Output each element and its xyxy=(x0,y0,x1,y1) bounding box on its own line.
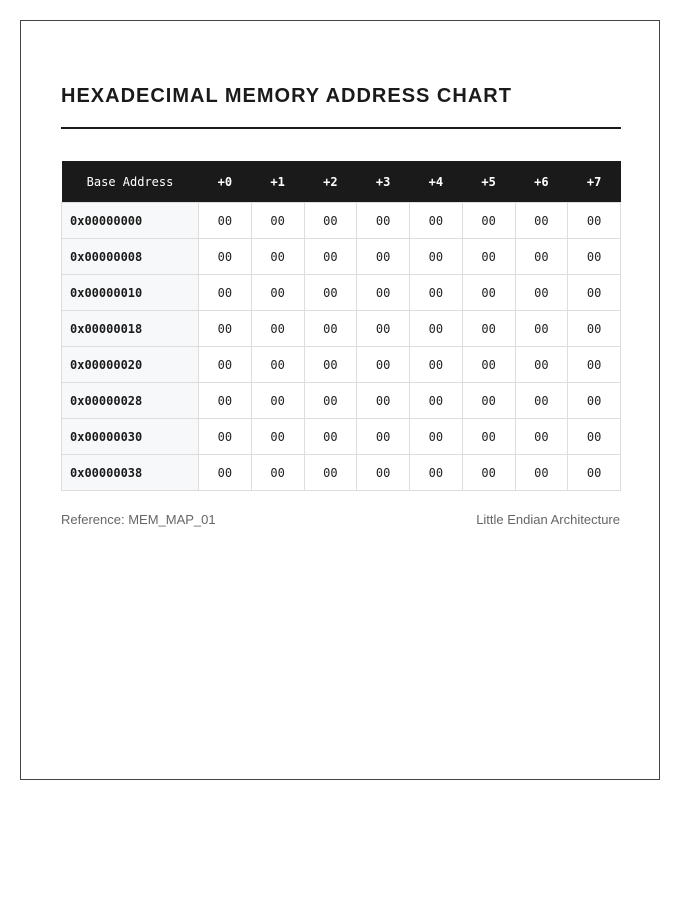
memory-table xyxy=(61,161,621,491)
byte-cell: 00 xyxy=(199,455,252,491)
column-header-offset-2: +2 xyxy=(304,161,357,203)
byte-cell: 00 xyxy=(410,275,463,311)
byte-cell: 00 xyxy=(515,203,568,239)
table-row xyxy=(62,311,621,347)
byte-cell: 00 xyxy=(357,383,410,419)
byte-cell: 00 xyxy=(462,383,515,419)
column-header-offset-0: +0 xyxy=(199,161,252,203)
byte-cell: 00 xyxy=(462,455,515,491)
byte-cell: 00 xyxy=(462,311,515,347)
architecture-label: Little Endian Architecture xyxy=(476,512,620,527)
table-body xyxy=(62,203,621,491)
table-row xyxy=(62,239,621,275)
byte-cell: 00 xyxy=(304,419,357,455)
byte-cell: 00 xyxy=(251,383,304,419)
address-cell: 0x00000038 xyxy=(62,455,199,491)
byte-cell: 00 xyxy=(199,419,252,455)
byte-cell: 00 xyxy=(357,275,410,311)
byte-cell: 00 xyxy=(357,311,410,347)
byte-cell: 00 xyxy=(251,239,304,275)
byte-cell: 00 xyxy=(410,347,463,383)
column-header-offset-4: +4 xyxy=(410,161,463,203)
byte-cell: 00 xyxy=(199,347,252,383)
byte-cell: 00 xyxy=(304,203,357,239)
table-row xyxy=(62,419,621,455)
byte-cell: 00 xyxy=(357,455,410,491)
byte-cell: 00 xyxy=(568,239,621,275)
address-cell: 0x00000000 xyxy=(62,203,199,239)
address-cell: 0x00000028 xyxy=(62,383,199,419)
table-row xyxy=(62,383,621,419)
column-header-offset-1: +1 xyxy=(251,161,304,203)
byte-cell: 00 xyxy=(199,203,252,239)
byte-cell: 00 xyxy=(199,383,252,419)
byte-cell: 00 xyxy=(515,275,568,311)
table-row xyxy=(62,455,621,491)
byte-cell: 00 xyxy=(515,311,568,347)
byte-cell: 00 xyxy=(568,455,621,491)
byte-cell: 00 xyxy=(515,383,568,419)
byte-cell: 00 xyxy=(410,383,463,419)
table-row xyxy=(62,347,621,383)
byte-cell: 00 xyxy=(304,275,357,311)
byte-cell: 00 xyxy=(410,239,463,275)
byte-cell: 00 xyxy=(568,275,621,311)
byte-cell: 00 xyxy=(462,347,515,383)
table-row xyxy=(62,275,621,311)
byte-cell: 00 xyxy=(251,275,304,311)
column-header-offset-5: +5 xyxy=(462,161,515,203)
byte-cell: 00 xyxy=(515,419,568,455)
byte-cell: 00 xyxy=(462,275,515,311)
byte-cell: 00 xyxy=(515,347,568,383)
byte-cell: 00 xyxy=(304,311,357,347)
byte-cell: 00 xyxy=(357,347,410,383)
column-header-offset-7: +7 xyxy=(568,161,621,203)
document-page xyxy=(20,20,660,780)
byte-cell: 00 xyxy=(251,419,304,455)
byte-cell: 00 xyxy=(410,419,463,455)
address-cell: 0x00000030 xyxy=(62,419,199,455)
byte-cell: 00 xyxy=(251,203,304,239)
address-cell: 0x00000010 xyxy=(62,275,199,311)
address-cell: 0x00000008 xyxy=(62,239,199,275)
reference-label: Reference: MEM_MAP_01 xyxy=(61,512,216,527)
byte-cell: 00 xyxy=(304,383,357,419)
byte-cell: 00 xyxy=(357,203,410,239)
byte-cell: 00 xyxy=(462,239,515,275)
byte-cell: 00 xyxy=(515,239,568,275)
byte-cell: 00 xyxy=(199,311,252,347)
byte-cell: 00 xyxy=(568,383,621,419)
byte-cell: 00 xyxy=(410,455,463,491)
byte-cell: 00 xyxy=(199,239,252,275)
byte-cell: 00 xyxy=(410,203,463,239)
byte-cell: 00 xyxy=(462,419,515,455)
column-header-offset-3: +3 xyxy=(357,161,410,203)
byte-cell: 00 xyxy=(357,419,410,455)
byte-cell: 00 xyxy=(251,455,304,491)
byte-cell: 00 xyxy=(304,239,357,275)
byte-cell: 00 xyxy=(568,311,621,347)
byte-cell: 00 xyxy=(357,239,410,275)
title-divider xyxy=(61,127,621,129)
column-header-base-address: Base Address xyxy=(62,161,199,203)
column-header-offset-6: +6 xyxy=(515,161,568,203)
byte-cell: 00 xyxy=(199,275,252,311)
byte-cell: 00 xyxy=(568,203,621,239)
byte-cell: 00 xyxy=(410,311,463,347)
byte-cell: 00 xyxy=(568,419,621,455)
page-title: HEXADECIMAL MEMORY ADDRESS CHART xyxy=(61,85,512,107)
table-header-row xyxy=(62,161,621,203)
byte-cell: 00 xyxy=(251,311,304,347)
address-cell: 0x00000018 xyxy=(62,311,199,347)
byte-cell: 00 xyxy=(515,455,568,491)
byte-cell: 00 xyxy=(304,347,357,383)
byte-cell: 00 xyxy=(304,455,357,491)
address-cell: 0x00000020 xyxy=(62,347,199,383)
byte-cell: 00 xyxy=(462,203,515,239)
byte-cell: 00 xyxy=(251,347,304,383)
table-row xyxy=(62,203,621,239)
byte-cell: 00 xyxy=(568,347,621,383)
